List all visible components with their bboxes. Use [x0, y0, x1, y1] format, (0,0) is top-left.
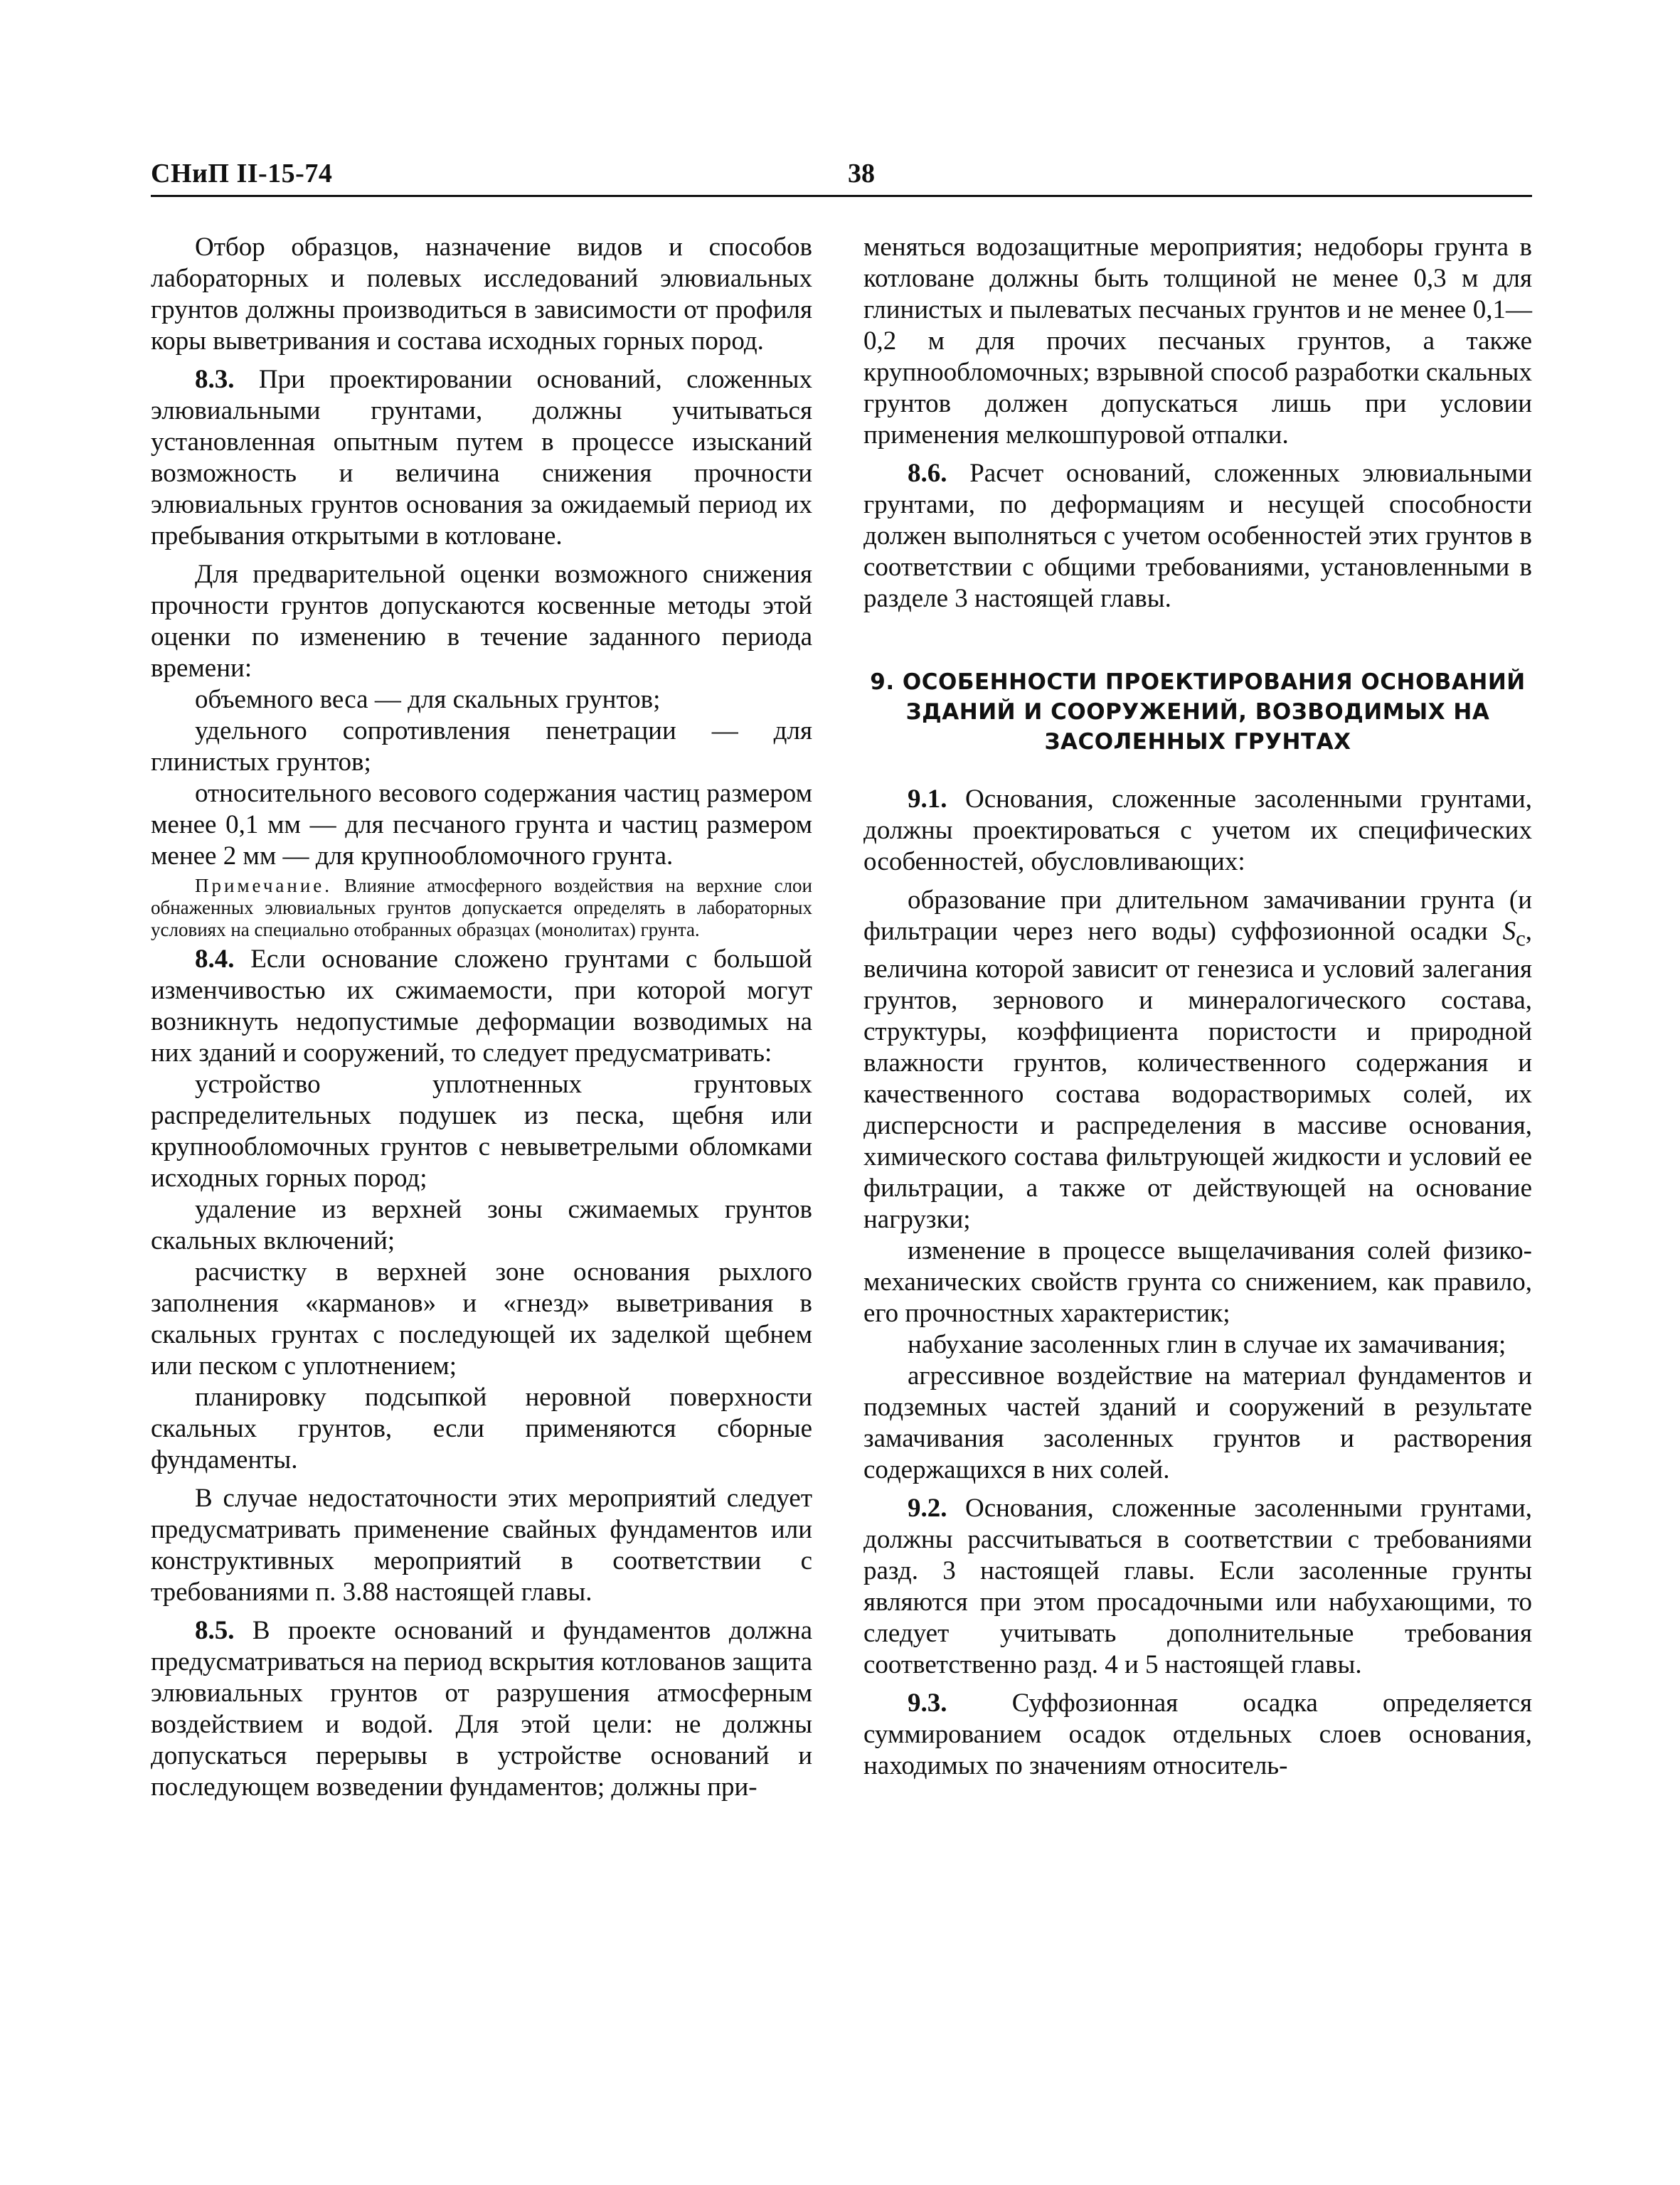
paragraph-continued: меняться водозащитные мероприятия; недоборы грунта в котловане должны быть толщиной не менее 0,3 м для глинистых и пылеватых песчаных грунтов и не менее 0,1—0,2 м для прочих песчаных грунтов, а также крупнообломочных; взрывной способ разработки скальных грунтов должен допускаться лишь при условии применения мелкошпуровой отпалки.	[863, 233, 1532, 450]
list-item: устройство уплотненных грунтовых распределительных подушек из песка, щебня или крупнообломочных грунтов с невыветрелыми обломками исходных горных пород;	[151, 1070, 812, 1193]
clause-text: Основания, сложенные засоленными грунтами, должны проектироваться с учетом их специфических особенностей, обусловливающих:	[863, 785, 1532, 876]
page-header	[151, 155, 1532, 198]
paragraph: Отбор образцов, назначение видов и способов лабораторных и полевых исследований элювиальных грунтов должны производиться в зависимости от профиля коры выветривания и состава исходных горных пород.	[151, 233, 812, 356]
clause-text: При проектировании оснований, сложенных элювиальными грунтами, должны учитываться установленная опытным путем в процессе изысканий возможность и величина снижения прочности элювиальных грунтов основания за ожидаемый период их пребывания открытыми в котловане.	[151, 365, 813, 551]
list-item: агрессивное воздействие на материал фундаментов и подземных частей зданий и сооружений в результате замачивания засоленных грунтов и растворения содержащихся в них солей.	[863, 1361, 1532, 1485]
paragraph: В случае недостаточности этих мероприятий следует предусматривать применение свайных фундаментов или конструктивных мероприятий в соответствии с требованиями п. 3.88 настоящей главы.	[151, 1484, 812, 1607]
clause-number: 8.4.	[195, 945, 235, 974]
list-item-text: образование при длительном замачивании грунта (и фильтрации через него воды) суффозионной осадки	[863, 886, 1532, 946]
note-label: Примечание.	[195, 875, 333, 896]
settlement-symbol: S	[1502, 917, 1516, 946]
clause-number: 9.1.	[908, 785, 947, 814]
clause-number: 8.5.	[195, 1616, 235, 1645]
clause-text: Основания, сложенные засоленными грунтами, должны рассчитываться в соответствии с требованиями разд. 3 настоящей главы. Если засоленные грунты являются при этом просадочными или набухающими, то следует учитывать дополнительные требования соответственно разд. 4 и 5 настоящей главы.	[863, 1494, 1532, 1680]
clause-number: 8.6.	[908, 459, 947, 488]
list-item: изменение в процессе выщелачивания солей физико-механических свойств грунта со снижением, как правило, его прочностных характеристик;	[863, 1236, 1532, 1329]
clause-8-5	[151, 1615, 812, 1803]
clause-8-6	[863, 458, 1532, 615]
clause-text: Если основание сложено грунтами с большой изменчивостью их сжимаемости, при которой могут возникнуть недопустимые деформации возводимых на них зданий и сооружений, то следует предусматривать:	[151, 945, 813, 1068]
clause-9-3	[863, 1688, 1532, 1782]
note	[151, 875, 812, 941]
right-column	[863, 232, 1532, 1782]
note-text: Влияние атмосферного воздействия на верхние слои обнаженных элювиальных грунтов допускается определять в лабораторных условиях на специально отобранных образцах (монолитах) грунта.	[151, 875, 813, 940]
list-item: удельного сопротивления пенетрации — для глинистых грунтов;	[151, 716, 812, 777]
document-code: СНиП II-15-74	[151, 159, 333, 188]
left-column	[151, 232, 812, 1803]
clause-text: Суффозионная осадка определяется суммированием осадок отдельных слоев основания, находимых по значениям относитель-	[863, 1689, 1533, 1781]
list-item: расчистку в верхней зоне основания рыхлого заполнения «карманов» и «гнезд» выветривания в скальных грунтах с последующей их заделкой щебнем или песком с уплотнением;	[151, 1258, 812, 1381]
list-item: удаление из верхней зоны сжимаемых грунтов скальных включений;	[151, 1195, 812, 1255]
section-heading: 9. ОСОБЕННОСТИ ПРОЕКТИРОВАНИЯ ОСНОВАНИЙ ЗДАНИЙ И СООРУЖЕНИЙ, ВОЗВОДИМЫХ НА ЗАСОЛЕННЫХ ГРУНТАХ	[870, 669, 1526, 755]
list-item: планировку подсыпкой неровной поверхности скальных грунтов, если применяются сборные фундаменты.	[151, 1383, 812, 1474]
clause-number: 9.2.	[908, 1494, 947, 1524]
clause-8-4	[151, 944, 812, 1069]
clause-number: 9.3.	[908, 1689, 947, 1718]
clause-9-1	[863, 784, 1532, 878]
header-rule	[151, 195, 1532, 197]
list-item: относительного весового содержания частиц размером менее 0,1 мм — для песчаного грунта и частиц размером менее 2 мм — для крупнообломочного грунта.	[151, 779, 812, 871]
list-item: объемного веса — для скальных грунтов;	[195, 685, 661, 714]
settlement-subscript: c	[1516, 926, 1526, 951]
list-item	[863, 885, 1532, 1235]
clause-text: В проекте оснований и фундаментов должна предусматриваться на период вскрытия котлованов защита элювиальных грунтов от разрушения атмосферным воздействием и водой. Для этой цели: не должны допускаться перерывы в устройстве оснований и последующем возведении фундаментов; должны при-	[151, 1616, 812, 1802]
paragraph: Для предварительной оценки возможного снижения прочности грунтов допускаются косвенные методы этой оценки по изменению в течение заданного периода времени:	[151, 560, 812, 683]
clause-9-2	[863, 1493, 1532, 1681]
list-item-text: , величина которой зависит от генезиса и условий залегания грунтов, зернового и минералогического состава, структуры, коэффициента пористости и природной влажности грунтов, количественного содержания и качественного состава водорастворимых солей, их дисперсности и распределения в массиве основания, химического состава фильтрующей жидкости и условий ее фильтрации, а также от действующей на основание нагрузки;	[863, 917, 1532, 1235]
page-number: 38	[848, 159, 875, 188]
clause-number: 8.3.	[195, 365, 235, 394]
list-item: набухание засоленных глин в случае их замачивания;	[908, 1330, 1506, 1360]
clause-text: Расчет оснований, сложенных элювиальными грунтами, по деформациям и несущей способности должен выполняться с учетом особенностей этих грунтов в соответствии с общими требованиями, установленными в разделе 3 настоящей главы.	[863, 459, 1532, 613]
clause-8-3	[151, 364, 812, 552]
